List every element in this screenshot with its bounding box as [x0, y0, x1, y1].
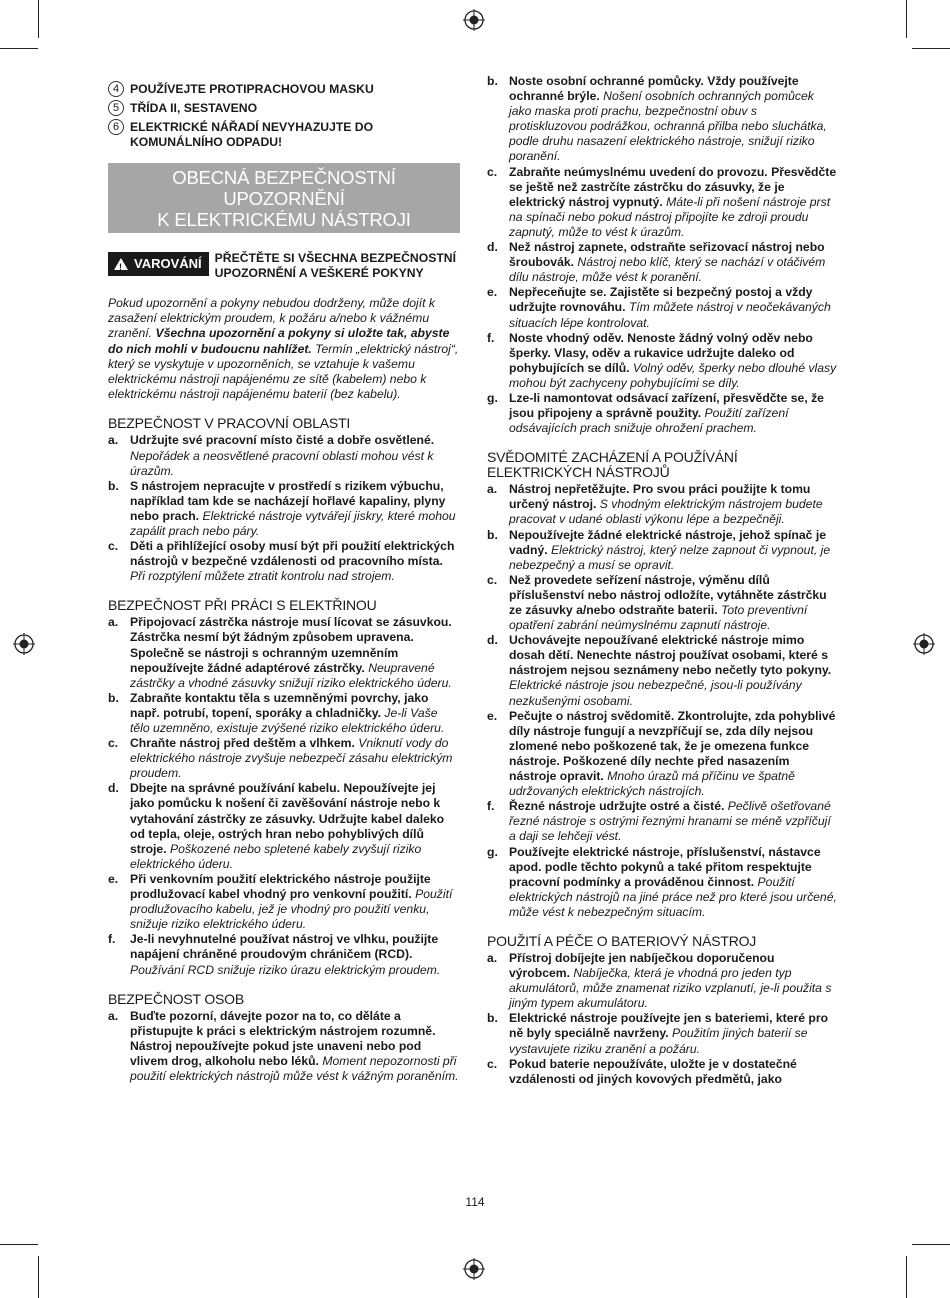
item-letter: a. — [487, 950, 498, 965]
section-heading: POUŽITÍ A PÉČE O BATERIOVÝ NÁSTROJ — [487, 932, 757, 949]
item-letter: d. — [487, 633, 498, 648]
list-item — [108, 539, 460, 584]
item-letter: c. — [108, 539, 119, 554]
item-explanation: Neupravené zástrčky a vhodné zásuvky snižují riziko elektrického úderu. — [130, 660, 452, 690]
item-explanation: Nabíječka, která je vhodná pro jeden typ akumulátorů, může znamenat riziko vzplanutí, je-li použita s jiným typem akumulátoru. — [509, 966, 832, 1011]
item-text — [509, 528, 837, 573]
item-letter: e. — [108, 871, 119, 886]
item-letter: f. — [108, 932, 116, 947]
item-text — [509, 845, 837, 920]
list-item — [487, 845, 837, 920]
list-item — [108, 479, 460, 539]
banner-line: K ELEKTRICKÉMU NÁSTROJI — [157, 209, 411, 230]
item-instruction: Buďte pozorní, dávejte pozor na to, co děláte a přistupujte k práci s elektrickým nástrojem rozumně. Nástroj nepoužívejte pokud jste unaveni nebo pod vlivem drog, alkoholu nebo léků. — [130, 1008, 436, 1068]
list-item — [487, 528, 837, 573]
item-explanation: Mnoho úrazů má příčinu ve špatně udržovaných elektrických nástrojích. — [509, 769, 795, 799]
section-heading: SVĚDOMITÉ ZACHÁZENÍ A POUŽÍVÁNÍ ELEKTRICKÝCH NÁSTROJŮ — [487, 449, 738, 481]
item-letter: a. — [108, 1008, 119, 1023]
item-instruction: S nástrojem nepracujte v prostředí s rizikem výbuchu, například tam kde se nacházejí hořlavé kapaliny, plyny nebo prach. — [130, 478, 446, 523]
item-letter: c. — [487, 572, 498, 587]
item-letter: b. — [487, 74, 498, 88]
item-text — [509, 285, 837, 330]
item-text — [130, 479, 460, 539]
item-explanation: Tím můžete nástroj v neočekávaných situacích lépe kontrolovat. — [509, 300, 831, 330]
item-text — [130, 872, 460, 932]
item-explanation: Nošení osobních ochranných pomůcek jako maska proti prachu, bezpečnostní obuv s protiskluzovou podrážkou, ochranná přilba nebo sluchátka, podle druhu nasazení elektrického nástroje, snižují riziko poranění. — [509, 89, 827, 164]
item-text — [130, 615, 460, 690]
section-persons-continued — [487, 74, 837, 436]
item-instruction: Noste vhodný oděv. Nenoste žádný volný oděv nebo šperky. Vlasy, oděv a rukavice udržujte daleko od pohybujících se dílů. — [509, 330, 813, 375]
item-text — [509, 1057, 837, 1087]
item-text — [509, 951, 837, 1011]
list-item — [487, 331, 837, 391]
item-text — [130, 1009, 460, 1084]
item-text — [509, 391, 837, 436]
item-letter: f. — [487, 799, 495, 814]
item-letter: d. — [108, 781, 119, 796]
list-item — [487, 573, 837, 633]
item-explanation: Toto preventivní opatření zabrání neúmyslnému zapnutí nástroje. — [509, 603, 808, 633]
list-item — [487, 165, 837, 240]
right-column — [487, 74, 837, 1087]
numbered-note — [108, 101, 460, 116]
item-instruction: Než provedete seřízení nástroje, výměnu dílů příslušenství nebo nástroj odložíte, vytáhněte zástrčku ze zásuvky a/nebo odstraňte baterii. — [509, 572, 827, 617]
item-explanation: Použití zařízení odsávajících prach snižuje ohrožení prachem. — [509, 406, 789, 436]
item-explanation: Moment nepozornosti při použití elektrických nástrojů může vést k vážným poraněním. — [130, 1053, 459, 1083]
item-explanation: Elektrické nástroje jsou nebezpečné, jsou-li používány nezkušenými osobami. — [509, 678, 802, 708]
item-text — [130, 736, 460, 781]
section-electric — [108, 598, 460, 977]
item-instruction: Udržujte své pracovní místo čisté a dobře osvětlené. — [130, 433, 435, 448]
list-item — [108, 433, 460, 478]
item-instruction: Řezné nástroje udržujte ostré a čisté. — [509, 799, 725, 814]
item-instruction: Zabraňte neúmyslnému uvedení do provozu. Přesvědčte se ještě než zastrčíte zástrčku do zásuvky, že je elektrický nástroj vypnutý. — [509, 164, 837, 209]
item-explanation: Elektrický nástroj, který nelze zapnout či vypnout, je nebezpečný a musí se opravit. — [509, 542, 831, 572]
item-text — [509, 165, 837, 240]
item-instruction: Zabraňte kontaktu těla s uzemněnými povrchy, jako např. potrubí, topení, sporáky a chladničky. — [130, 690, 429, 720]
banner-line: OBECNÁ BEZPEČNOSTNÍ UPOZORNĚNÍ — [172, 167, 396, 209]
item-letter: e. — [487, 708, 498, 723]
warning-text: PŘEČTĚTE SI VŠECHNA BEZPEČNOSTNÍ UPOZORNĚNÍ A VEŠKERÉ POKYNY — [214, 251, 456, 280]
item-instruction: Uchovávejte nepoužívané elektrické nástroje mimo dosah dětí. Nenechte nástroj používat osobami, které s nástrojem nejsou seznámeny nebo nečetly tyto pokyny. — [509, 633, 832, 678]
note-number: 6 — [108, 119, 124, 135]
section-banner — [108, 163, 460, 233]
item-instruction: Nepřeceňujte se. Zajistěte si bezpečný postoj a vždy udržujte rovnováhu. — [509, 285, 813, 315]
item-text — [509, 799, 837, 844]
item-letter: b. — [487, 1011, 498, 1026]
item-letter: b. — [108, 478, 119, 493]
warning-block — [108, 251, 460, 280]
list-item — [487, 74, 837, 165]
item-instruction: Elektrické nástroje používejte jen s bateriemi, které pro ně byly speciálně navrženy. — [509, 1011, 829, 1041]
item-explanation: Máte-li při nošení nástroje prst na spínači nebo pokud nástroj připojíte ke zdroji proudu zapnutý, může to vést k úrazům. — [509, 194, 831, 239]
item-explanation: Při rozptýlení můžete ztratit kontrolu nad strojem. — [130, 569, 395, 584]
item-explanation: Pečlivě ošetřované řezné nástroje s ostrými řeznými hranami se méně vzpříčují a daji se lehčeji vést. — [509, 799, 831, 844]
item-instruction: Přístroj dobíjejte jen nabíječkou doporučenou výrobcem. — [509, 950, 775, 981]
intro-emphasis: Všechna upozornění a pokyny si uložte tak, abyste do nich mohli v budoucnu nahlížet. — [108, 326, 450, 356]
item-letter: b. — [108, 690, 119, 705]
list-item — [108, 736, 460, 781]
crop-mark — [906, 1256, 907, 1298]
list-item — [108, 615, 460, 690]
section-heading: BEZPEČNOST OSOB — [108, 990, 244, 1007]
note-number: 5 — [108, 100, 124, 116]
item-letter: g. — [487, 390, 498, 405]
item-text — [509, 331, 837, 391]
section-work-area — [108, 416, 460, 584]
list-item — [487, 285, 837, 330]
item-explanation: Používání RCD snižuje riziko úrazu elektrickým proudem. — [130, 962, 441, 977]
intro-text: Pokud upozornění a pokyny nebudou dodrženy, může dojít k zasažení elektrickým proudem, k požáru a/nebo k vážnému zranění. — [108, 296, 436, 341]
list-item — [487, 240, 837, 285]
item-text — [130, 691, 460, 736]
list-item — [108, 691, 460, 736]
note-text: POUŽÍVEJTE PROTIPRACHOVOU MASKU — [130, 82, 374, 96]
item-explanation: Použitím jiných baterií se vystavujete riziku zranění a požáru. — [509, 1026, 808, 1056]
numbered-note — [108, 82, 460, 97]
section-heading: BEZPEČNOST PŘI PRÁCI S ELEKTŘINOU — [108, 597, 377, 614]
item-explanation: S vhodným elektrickým nástrojem budete pracovat v udané oblasti výkonu lépe a bezpečněji. — [509, 497, 823, 527]
list-item — [108, 872, 460, 932]
item-text — [509, 709, 837, 800]
item-instruction: Lze-li namontovat odsávací zařízení, přesvědčte se, že jsou připojeny a správně použity. — [509, 390, 824, 421]
item-explanation: Nepořádek a neosvětlené pracovní oblasti mohou vést k úrazům. — [130, 448, 434, 478]
item-instruction: Nástroj nepřetěžujte. Pro svou práci použijte k tomu určený nástroj. — [509, 482, 811, 512]
item-instruction: Pečujte o nástroj svědomitě. Zkontrolujte, zda pohyblivé díly nástroje fungují a nevzpříčují se, zda díly nejsou zlomené nebo poškozené tak, že je omezena funkce nástroje. Poškozené díly nechte před nasazením nástroje opravit. — [509, 708, 836, 784]
page-number: 114 — [465, 1195, 485, 1209]
crop-mark — [912, 48, 950, 49]
item-text — [130, 539, 460, 584]
section-heading: BEZPEČNOST V PRACOVNÍ OBLASTI — [108, 415, 351, 432]
item-instruction: Při venkovním použití elektrického nástroje použijte prodlužovací kabel vhodný pro venkovní použití. — [130, 871, 431, 902]
list-item — [487, 1057, 837, 1087]
left-column — [108, 82, 460, 1084]
item-instruction: Je-li nevyhnutelné používat nástroj ve vlhku, použijte napájení chráněné proudovým chráničem (RCD). — [130, 932, 439, 962]
crop-mark — [912, 1244, 950, 1245]
intro-text: Termín „elektrický nástroj“, který se vyskytuje v upozorněních, se vztahuje k vašemu elektrickému nástroji napájenému ze sítě (kabelem) nebo k elektrickému nástroji napájenému baterií (bez kabelu). — [108, 341, 459, 402]
warning-label: VAROVÁNÍ — [134, 256, 202, 271]
crop-mark — [0, 1244, 38, 1245]
list-item — [108, 1009, 460, 1084]
note-text: ELEKTRICKÉ NÁŘADÍ NEVYHAZUJTE DO KOMUNÁLNÍHO ODPADU! — [130, 120, 374, 149]
section-persons — [108, 992, 460, 1084]
item-letter: c. — [108, 736, 119, 751]
item-letter: a. — [108, 433, 119, 448]
item-explanation: Je-li Vaše tělo uzemněno, existuje zvýšené riziko elektrického úderu. — [130, 705, 445, 736]
item-instruction: Chraňte nástroj před deštěm a vlhkem. — [130, 736, 355, 751]
item-explanation: Nástroj nebo klíč, který se nachází v otáčivém dílu nástroje, může vést k poranění. — [509, 255, 826, 285]
item-instruction: Dbejte na správné používání kabelu. Nepoužívejte jej jako pomůcku k nošení či zavěšování nástroje nebo k vytahování zástrčky ze zásuvky. Udržujte kabel daleko od tepla, oleje, ostrých hran nebo pohyblivých dílů stroje. — [130, 781, 445, 856]
item-instruction: Připojovací zástrčka nástroje musí lícovat se zásuvkou. Zástrčka nesmí být žádným způsobem upravena. Společně se nástroji s ochranným uzemněním nepoužívejte žádné adaptérové zástrčky. — [130, 615, 452, 675]
item-instruction: Noste osobní ochranné pomůcky. Vždy používejte ochranné brýle. — [509, 74, 799, 104]
item-letter: c. — [487, 1056, 498, 1071]
item-instruction: Nepoužívejte žádné elektrické nástroje, jehož spínač je vadný. — [509, 527, 826, 557]
registration-mark-icon — [463, 9, 485, 31]
registration-mark-icon — [913, 633, 935, 655]
item-text — [509, 1011, 837, 1056]
item-instruction: Než nástroj zapnete, odstraňte seřizovací nástroj nebo šroubovák. — [509, 240, 825, 270]
item-instruction: Používejte elektrické nástroje, příslušenství, nástavce apod. podle těchto pokynů a také přitom respektujte pracovní podmínky a prováděnou činnost. — [509, 844, 821, 889]
list-item — [487, 799, 837, 844]
item-letter: c. — [487, 164, 498, 179]
item-explanation: Použití prodlužovacího kabelu, jež je vhodný pro použití venku, snižuje riziko elektrického úderu. — [130, 887, 453, 932]
item-text — [509, 573, 837, 633]
item-letter: a. — [108, 615, 119, 630]
item-letter: f. — [487, 330, 495, 345]
numbered-note — [108, 120, 460, 149]
list-item — [487, 709, 837, 800]
item-letter: d. — [487, 240, 498, 255]
crop-mark — [38, 0, 39, 38]
list-item — [487, 633, 837, 708]
section-tool-use — [487, 450, 837, 920]
item-letter: b. — [487, 527, 498, 542]
item-instruction: Děti a přihlížející osoby musí být při použití elektrických nástrojů v bezpečné vzdálenosti od pracovního místa. — [130, 539, 455, 569]
item-text — [130, 932, 460, 977]
item-text — [509, 74, 837, 165]
list-item — [487, 951, 837, 1011]
item-explanation: Použití elektrických nástrojů na jiné práce než pro které jsou určené, může vést k nebezpečným situacím. — [509, 874, 837, 919]
item-letter: g. — [487, 844, 498, 859]
item-letter: a. — [487, 482, 498, 497]
item-text — [509, 240, 837, 285]
crop-mark — [38, 1256, 39, 1298]
intro-paragraph — [108, 296, 460, 402]
note-number: 4 — [108, 81, 124, 97]
list-item — [108, 932, 460, 977]
item-explanation: Elektrické nástroje vytvářejí jiskry, které mohou zapálit prach nebo páry. — [130, 508, 456, 538]
section-battery — [487, 934, 837, 1087]
warning-badge — [108, 252, 209, 276]
item-letter: e. — [487, 285, 498, 300]
list-item — [487, 1011, 837, 1056]
list-item — [487, 391, 837, 436]
item-instruction: Pokud baterie nepoužíváte, uložte je v dostatečné vzdálenosti od jiných kovových předmětů, jako — [509, 1056, 797, 1086]
crop-mark — [906, 0, 907, 38]
crop-mark — [0, 48, 38, 49]
registration-mark-icon — [13, 633, 35, 655]
item-text — [130, 433, 460, 478]
note-text: TŘÍDA II, SESTAVENO — [130, 101, 258, 115]
item-explanation: Volný oděv, šperky nebo dlouhé vlasy mohou být zachyceny pohybujícími se díly. — [509, 360, 837, 390]
list-item — [487, 482, 837, 527]
item-explanation: Vniknutí vody do elektrického nástroje zvyšuje nebezpečí zásahu elektrickým proudem. — [130, 736, 453, 781]
item-explanation: Poškozené nebo spletené kabely zvyšují riziko elektrického úderu. — [130, 841, 422, 871]
item-text — [509, 633, 837, 708]
registration-mark-icon — [463, 1258, 485, 1280]
warning-triangle-icon: ! — [114, 258, 128, 270]
list-item — [108, 781, 460, 872]
item-text — [509, 482, 837, 527]
item-text — [130, 781, 460, 872]
